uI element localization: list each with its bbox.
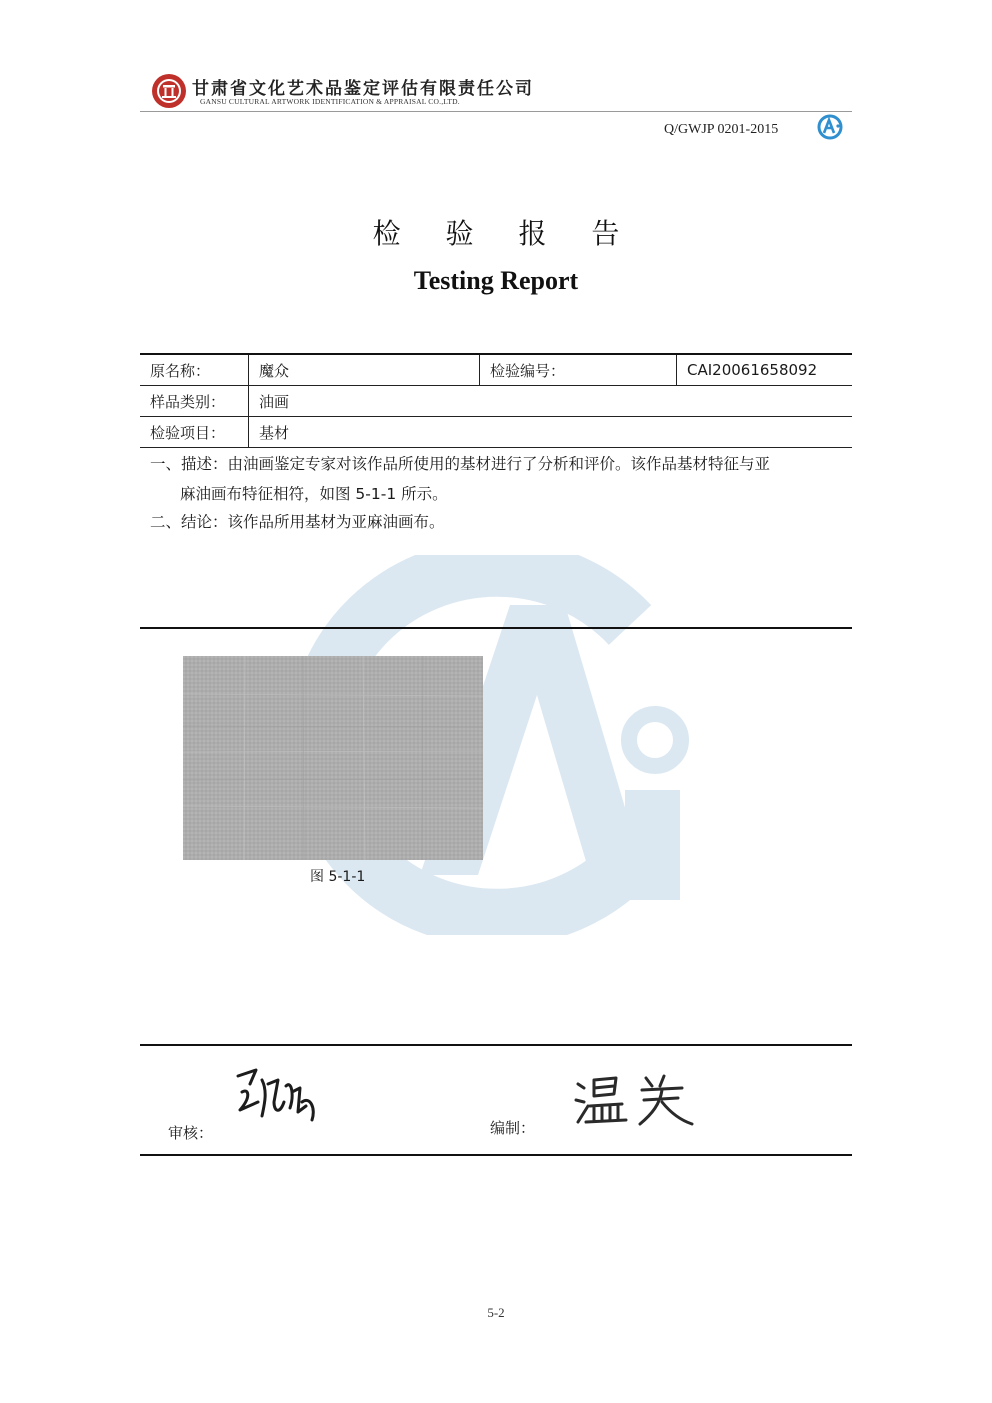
info-table [140, 353, 852, 448]
category-value: 油画 [249, 386, 853, 417]
company-name-cn: 甘肃省文化艺术品鉴定评估有限责任公司 [192, 79, 534, 99]
number-label: 检验编号： [480, 354, 677, 386]
signature-bottom-divider [140, 1154, 852, 1156]
table-row [140, 354, 852, 386]
editor-signature [572, 1070, 698, 1132]
editor-label: 编制： [490, 1119, 536, 1137]
ai-logo-icon [817, 114, 843, 140]
description-line-1: 一、描述：由油画鉴定专家对该作品所使用的基材进行了分析和评价。该作品基材特征与亚 [150, 455, 771, 473]
report-title-en: Testing Report [413, 266, 579, 295]
signature-top-divider [140, 1044, 852, 1046]
reviewer-label: 审核： [168, 1124, 214, 1142]
table-row [140, 417, 852, 448]
document-code: Q/GWJP 0201-2015 [664, 122, 779, 137]
description-line-2: 麻油画布特征相符，如图 5-1-1 所示。 [180, 485, 448, 503]
item-value: 基材 [249, 417, 853, 448]
canvas-sample-image [183, 656, 483, 860]
header-divider [140, 111, 852, 112]
table-row [140, 386, 852, 417]
item-label: 检验项目： [140, 417, 249, 448]
page-number: 5-2 [487, 1305, 505, 1320]
conclusion: 二、结论：该作品所用基材为亚麻油画布。 [150, 513, 445, 531]
company-seal-icon [150, 72, 188, 110]
report-title-cn: 检 验 报 告 [372, 217, 638, 250]
category-label: 样品类别： [140, 386, 249, 417]
name-label: 原名称： [140, 354, 249, 386]
figure-caption: 图 5-1-1 [310, 869, 366, 885]
section-divider [140, 627, 852, 629]
name-value: 魔众 [249, 354, 480, 386]
company-name-en: GANSU CULTURAL ARTWORK IDENTIFICATION & APPRAISAL CO.,LTD. [200, 97, 460, 106]
reviewer-signature [228, 1062, 323, 1132]
number-value: CAI20061658092 [677, 354, 853, 386]
